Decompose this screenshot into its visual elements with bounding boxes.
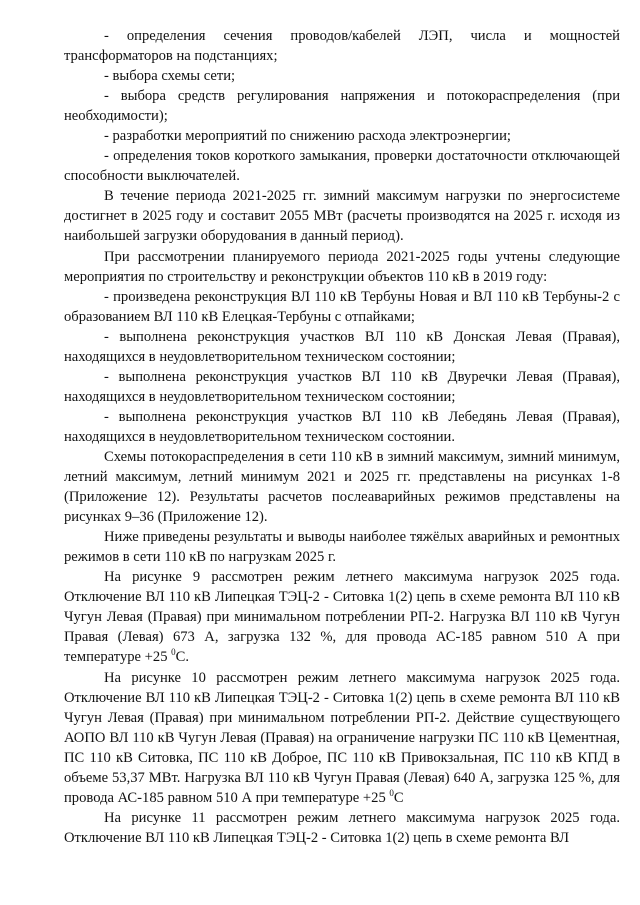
paragraph-figure-10-text: На рисунке 10 рассмотрен режим летнего максимума нагрузок 2025 года. Отключение ВЛ 110 кВ Липецкая ТЭЦ-2 - Ситовка 1(2) цепь в схеме ремонта ВЛ 110 кВ Чугун Левая (Правая) при минимальном потреблении РП-2. Действие существующего АОПО ВЛ 110 кВ Чугун Левая (Правая) на ограничение нагрузки ПС 110 кВ Цементная, ПС 110 кВ Ситовка, ПС 110 кВ Доброе, ПС 110 кВ Привокзальная, ПС 110 кВ КПД в объеме 53,37 МВт. Нагрузка ВЛ 110 кВ Чугун Правая (Левая) 640 А, загрузка 125 %, для провода АС-185 равном 510 А при температуре +25 — [64, 669, 620, 806]
list-item-lebedyan: - выполнена реконструкция участков ВЛ 110 кВ Лебедянь Левая (Правая), находящихся в неудовлетворительном техническом состоянии. — [64, 408, 620, 445]
list-item-network-scheme: - выбора схемы сети; — [104, 68, 236, 85]
list-item-dvurechki: - выполнена реконструкция участков ВЛ 110 кВ Двуречки Левая (Правая), находящихся в неудовлетворительном техническом состоянии; — [64, 368, 620, 405]
temperature-unit: С. — [175, 649, 190, 666]
paragraph-flow-schemes: Схемы потокораспределения в сети 110 кВ в зимний максимум, зимний минимум, летний максимум, летний минимум 2021 и 2025 гг. представлены на рисунках 1-8 (Приложение 12). Результаты расчетов послеаварийных режимов представлены на рисунках 9–36 (Приложение 12). — [64, 448, 620, 526]
paragraph-figure-9-text: На рисунке 9 рассмотрен режим летнего максимума нагрузок 2025 года. Отключение ВЛ 110 кВ Липецкая ТЭЦ-2 - Ситовка 1(2) цепь в схеме ремонта ВЛ 110 кВ Чугун Левая (Правая) при минимальном потреблении РП-2. Нагрузка ВЛ 110 кВ Чугун Правая (Левая) 673 А, загрузка 132 %, для провода АС-185 равном 510 А при температуре +25 — [64, 569, 620, 666]
list-item-short-circuit: - определения токов короткого замыкания, проверки достаточности отключающей способности выключателей. — [64, 148, 620, 185]
degree-superscript: 0 — [389, 787, 394, 798]
paragraph-winter-maximum: В течение периода 2021-2025 гг. зимний максимум нагрузки по энергосистеме достигнет в 2025 году и составит 2055 МВт (расчеты производятся на 2025 г. исходя из наибольшей загрузки оборудования в данный период). — [64, 188, 620, 245]
list-item-energy-saving: - разработки мероприятий по снижению расхода электроэнергии; — [104, 128, 511, 145]
document-page — [64, 26, 620, 848]
list-item-donskaya: - выполнена реконструкция участков ВЛ 110 кВ Донская Левая (Правая), находящихся в неудовлетворительном техническом состоянии; — [64, 328, 620, 365]
list-item-terbuny: - произведена реконструкция ВЛ 110 кВ Тербуны Новая и ВЛ 110 кВ Тербуны-2 с образованием ВЛ 110 кВ Елецкая-Тербуны с отпайками; — [64, 288, 620, 325]
paragraph-figure-11: На рисунке 11 рассмотрен режим летнего максимума нагрузок 2025 года. Отключение ВЛ 110 кВ Липецкая ТЭЦ-2 - Ситовка 1(2) цепь в схеме ремонта ВЛ — [64, 809, 620, 846]
paragraph-figure-9 — [64, 567, 620, 667]
paragraph-planned-measures: При рассмотрении планируемого периода 2021-2025 годы учтены следующие мероприятия по строительству и реконструкции объектов 110 кВ в 2019 году: — [64, 248, 620, 285]
temperature-unit: С — [393, 789, 404, 806]
list-item-conductor-section: - определения сечения проводов/кабелей ЛЭП, числа и мощностей трансформаторов на подстанциях; — [64, 28, 620, 65]
paragraph-figure-10 — [64, 668, 620, 808]
list-item-voltage-regulation: - выбора средств регулирования напряжения и потокораспределения (при необходимости); — [64, 88, 620, 125]
paragraph-results-intro: Ниже приведены результаты и выводы наиболее тяжёлых аварийных и ремонтных режимов в сети 110 кВ по нагрузкам 2025 г. — [64, 529, 620, 566]
degree-superscript: 0 — [171, 647, 176, 658]
